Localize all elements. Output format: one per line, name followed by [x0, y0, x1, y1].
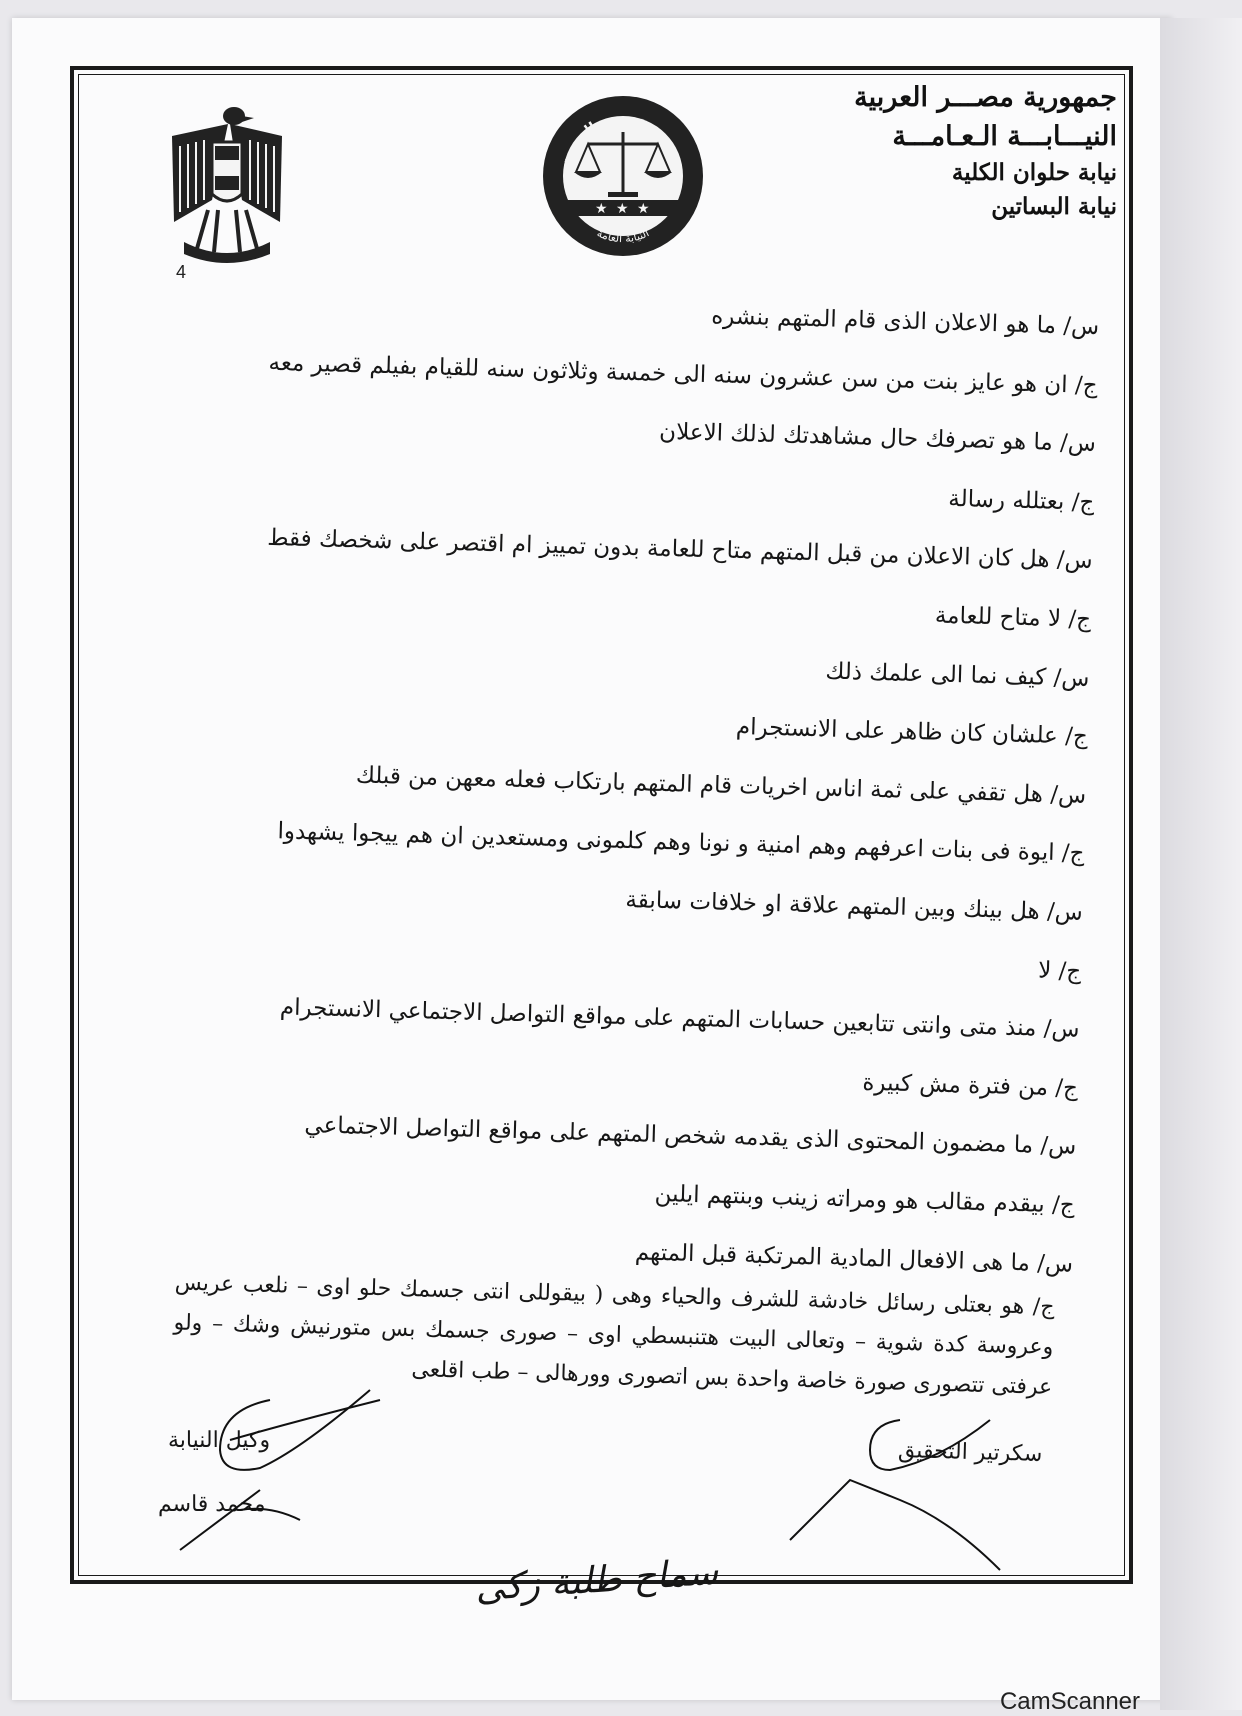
authority-header — [837, 78, 1117, 223]
header-basateen-prosecution: نيابة البساتين — [991, 192, 1117, 220]
qa-line: ج/ لا متاح للعامة — [934, 602, 1092, 633]
secretary-signature-icon — [780, 1400, 1030, 1580]
qa-line: ج/ ايوة فى بنات اعرفهم وهم امنية و نونا وهم كلمونى ومستعدين ان هم ييجوا يشهدوا — [277, 818, 1085, 868]
qa-line: س/ ما هو تصرفك حال مشاهدتك لذلك الاعلان — [658, 418, 1097, 458]
header-helwan-prosecution: نيابة حلوان الكلية — [951, 159, 1117, 187]
secretary-title: سكرتير التحقيق — [897, 1437, 1043, 1468]
qa-line: ج/ من فترة مش كبيرة — [862, 1069, 1079, 1102]
qa-line: ج/ لا — [1037, 957, 1082, 985]
final-answer-paragraph: ج/ هو بعتلى رسائل خادشة للشرف والحياء وهى ( بيقوللى انتى جسمك حلو اوى – نلعب عريس وعروسة كدة شوية – وتعالى البيت هتنبسطي اوى – صورى جسمك بس متورنيش وشك – ولو عرفتى تتصورى صورة خاصة واحدة بس اتصورى وورهالى – طب اقلعى — [173, 1270, 1055, 1400]
qa-line: ج/ علشان كان ظاهر على الانستجرام — [735, 714, 1089, 750]
qa-line: س/ ما هى الافعال المادية المرتكبة قبل المتهم — [634, 1238, 1074, 1278]
header-country: جمهورية مصـــر العربية — [854, 82, 1117, 113]
qa-line: س/ كيف نما الى علمك ذلك — [825, 658, 1090, 692]
qa-line: س/ هل كان الاعلان من قبل المتهم متاح للعامة بدون تمييز ام اقتصر على شخصك فقط — [266, 525, 1094, 575]
witness-handwritten-name: سماح طلبة زكى — [473, 1551, 720, 1610]
qa-line: ج/ بعتلله رسالة — [948, 485, 1095, 516]
prosecutor-title: وكيل النيابة — [168, 1428, 271, 1453]
seal-bottom-text: النيابة العامة — [594, 226, 652, 246]
prosecutor-name: محمد قاسم — [158, 1492, 266, 1517]
svg-text:★: ★ — [595, 201, 608, 217]
qa-line: س/ ما مضمون المحتوى الذى يقدمه شخص المتهم على مواقع التواصل الاجتماعي — [304, 1112, 1077, 1160]
header-public-prosecution: النيـــابـــة الـعـامـــة — [892, 121, 1117, 153]
seal-text: جمهورية مصر العربية — [559, 110, 687, 168]
egypt-eagle-emblem-icon — [168, 102, 286, 267]
prosecution-seal-icon — [540, 92, 706, 260]
prosecutor-signature-icon — [150, 1380, 390, 1560]
qa-line: س/ هل بينك وبين المتهم علاقة او خلافات سابقة — [625, 886, 1084, 926]
qa-line: ج/ بيقدم مقالب هو ومراته زينب وبنتهم ايلين — [654, 1180, 1076, 1219]
page-number: 4 — [176, 262, 187, 282]
svg-text:★: ★ — [637, 201, 650, 217]
qa-line: س/ منذ متى وانتى تتابعين حسابات المتهم على مواقع التواصل الاجتماعي الانستجرام — [279, 994, 1080, 1043]
qa-line: ج/ ان هو عايز بنت من سن عشرون سنه الى خمسة وثلاثون سنه للقيام بفيلم قصير معه — [268, 349, 1098, 399]
interrogation-qa-list — [158, 272, 1100, 1293]
qa-line: س/ ما هو الاعلان الذى قام المتهم بنشره — [710, 303, 1100, 340]
qa-line: س/ هل تقفي على ثمة اناس اخريات قام المتهم بارتكاب فعله معهن من قبلك — [355, 762, 1087, 809]
svg-text:★: ★ — [616, 201, 629, 217]
page-edge-shadow — [1160, 18, 1242, 1710]
camscanner-watermark: CamScanner — [999, 1688, 1140, 1715]
